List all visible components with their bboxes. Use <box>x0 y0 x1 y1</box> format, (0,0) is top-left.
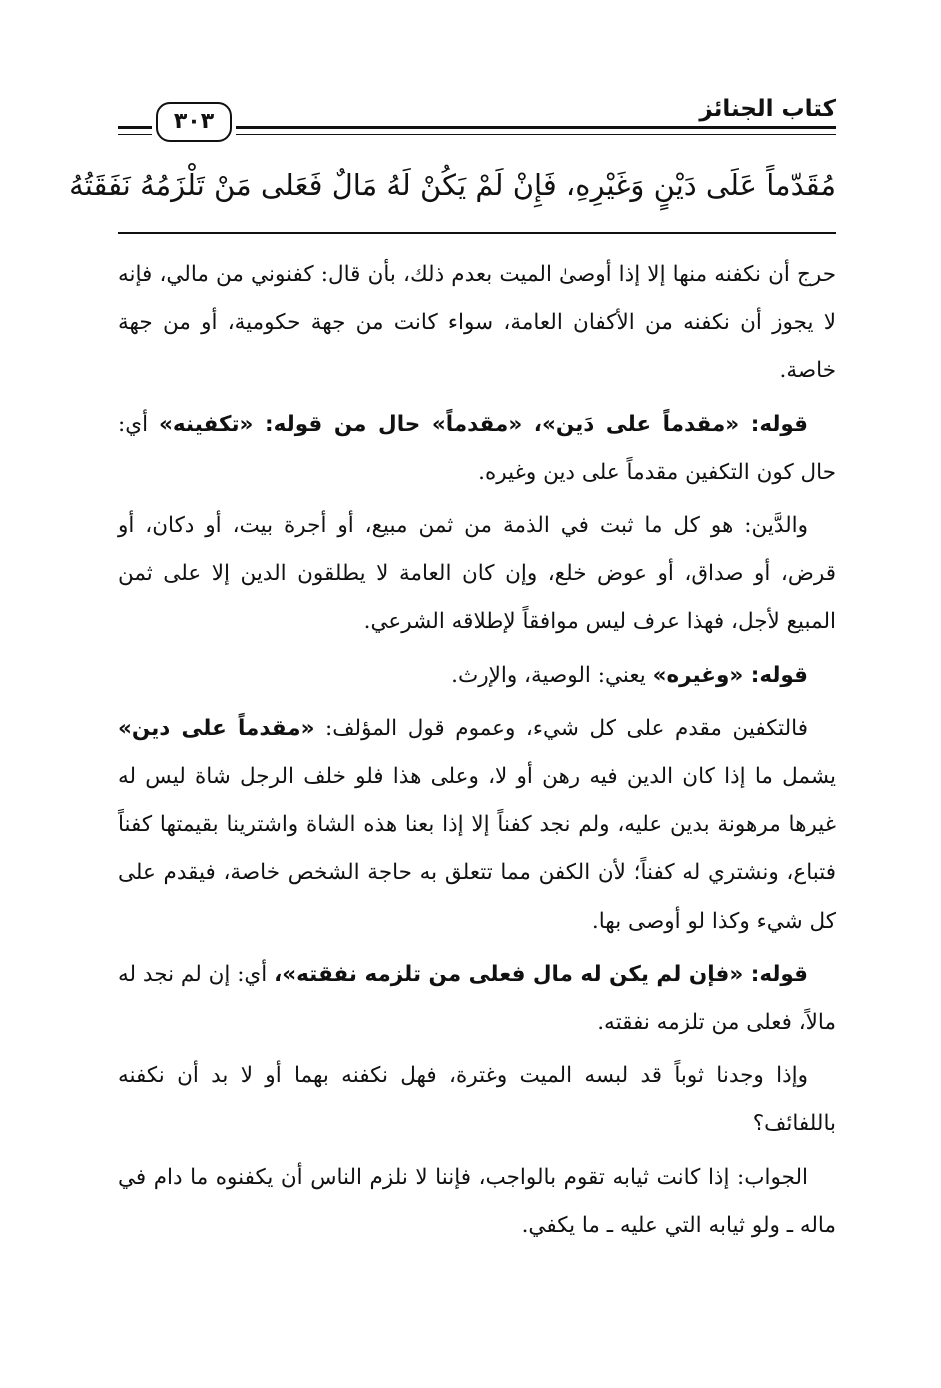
paragraph-text: الجواب: إذا كانت ثيابه تقوم بالواجب، فإننا لا نلزم الناس أن يكفنوه ما دام في ماله ـ ولو ثيابه التي عليه ـ ما يكفي. <box>118 1164 836 1238</box>
paragraph-text: أي: إن لم نجد له مالاً، فعلى من تلزمه نفقته. <box>118 961 836 1036</box>
paragraph <box>118 401 836 497</box>
paragraph <box>118 951 836 1047</box>
matn-text: مُقَدّماً عَلَى دَيْنٍ وَغَيْرِهِ، فَإِنْ لَمْ يَكُنْ لَهُ مَالٌ فَعَلى مَنْ تَلْزَمُهُ نَفَقَتُهُ <box>69 168 836 202</box>
quoted-phrase: قوله: «فإن لم يكن له مال فعلى من تلزمه نفقته»، <box>274 961 808 987</box>
paragraph-text: وإذا وجدنا ثوباً قد لبسه الميت وغترة، فهل نكفنه بهما أو لا بد أن نكفنه باللفائف؟ <box>118 1063 836 1137</box>
paragraph <box>118 502 836 647</box>
paragraph-text: حرج أن نكفنه منها إلا إذا أوصىٰ الميت بعدم ذلك، بأن قال: كفنوني من مالي، فإنه لا يجوز أن نكفنه من الأكفان العامة، سواء كانت من جهة حكومية، أو من جهة خاصة. <box>118 262 836 384</box>
quoted-phrase: قوله: «مقدماً على دَين»، «مقدماً» حال من قوله: «تكفينه» <box>158 411 808 437</box>
matn-divider <box>118 232 836 234</box>
paragraph <box>118 652 836 700</box>
page-header <box>118 96 836 146</box>
commentary-body <box>118 251 836 1301</box>
quoted-phrase: «مقدماً على دين» <box>118 715 315 741</box>
paragraph-text: يعني: الوصية، والإرث. <box>451 662 653 688</box>
paragraph-text: أي: حال كون التكفين مقدماً على دين وغيره. <box>118 411 836 485</box>
header-rule-right <box>236 126 836 135</box>
paragraph <box>118 705 836 946</box>
quoted-phrase: قوله: «وغيره» <box>652 662 808 688</box>
paragraph <box>118 1154 836 1250</box>
paragraph <box>118 1052 836 1148</box>
paragraph-text: والدَّين: هو كل ما ثبت في الذمة من ثمن مبيع، أو أجرة بيت، أو دكان، أو قرض، أو صداق، أو عوض خلع، وإن كان العامة لا يطلقون الدين إلا على ثمن المبيع لأجل، فهذا عرف ليس موافقاً لإطلاقه الشرعي. <box>118 513 836 635</box>
header-rule-left <box>118 126 152 135</box>
page-number: ٣٠٣ <box>156 102 232 142</box>
paragraph <box>118 251 836 396</box>
paragraph-text: فالتكفين مقدم على كل شيء، وعموم قول المؤلف: <box>314 715 808 741</box>
paragraph-text: يشمل ما إذا كان الدين فيه رهن أو لا، وعلى هذا فلو خلف الرجل شاة ليس له غيرها مرهونة بدين عليه، ولم نجد كفناً إلا إذا بعنا هذه الشاة واشترينا بقيمتها كفناً فتباع، ونشتري له كفناً؛ لأن الكفن مما تتعلق به حاجة الشخص خاصة، فيقدم على كل شيء وكذا لو أوصى بها. <box>118 764 836 934</box>
chapter-title: كتاب الجنائز <box>699 96 836 122</box>
